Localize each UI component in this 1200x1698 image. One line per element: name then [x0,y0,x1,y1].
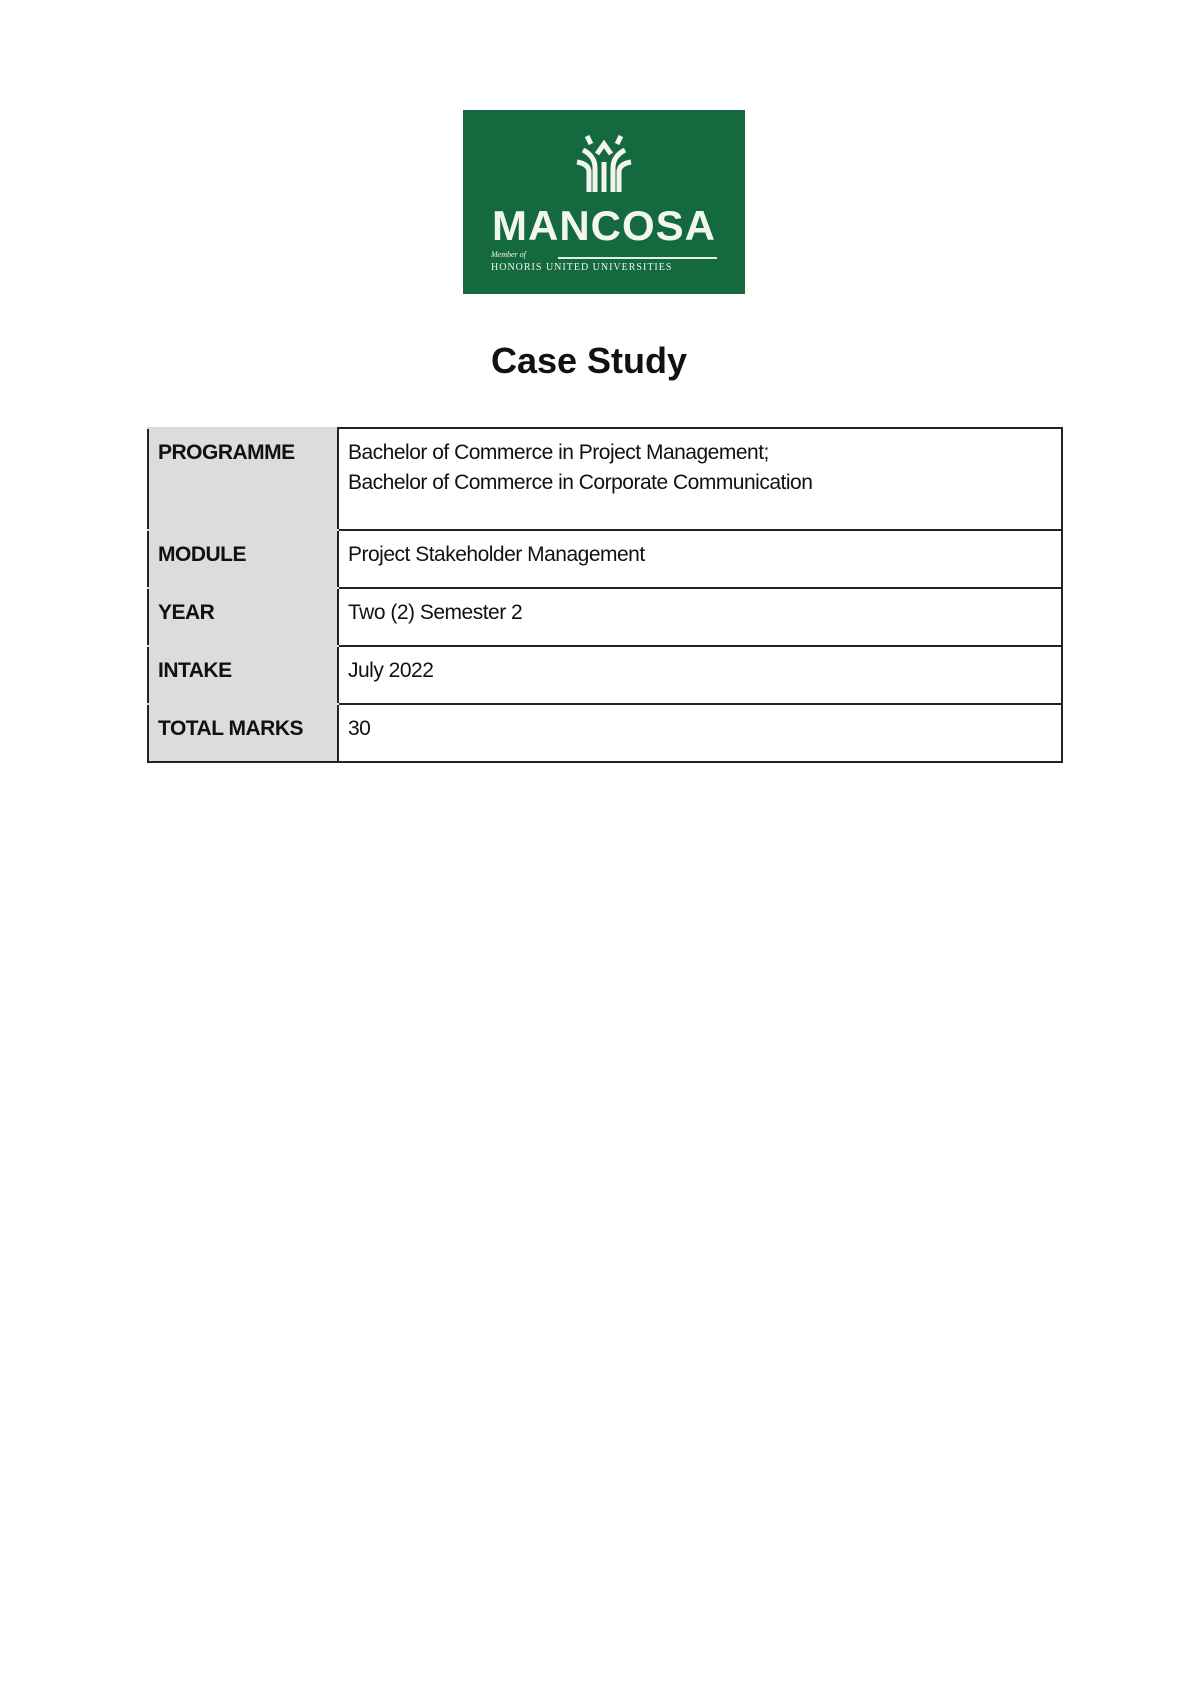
page-title: Case Study [490,340,688,381]
details-table [147,427,1063,763]
logo-member-of: Member of [491,250,526,259]
row-value: 30 [338,704,1062,762]
logo-network: HONORIS UNITED UNIVERSITIES [491,262,673,273]
logo-wordmark: MANCOSA [492,202,716,249]
row-label: INTAKE [148,646,338,704]
row-label: MODULE [148,530,338,588]
row-label: PROGRAMME [148,428,338,530]
row-value: Project Stakeholder Management [338,530,1062,588]
table-row [148,428,1062,530]
table-row [148,588,1062,646]
row-value: July 2022 [338,646,1062,704]
tree-icon [573,132,635,194]
row-label: YEAR [148,588,338,646]
table-row [148,704,1062,762]
row-value [338,428,1062,530]
row-label: TOTAL MARKS [148,704,338,762]
table-row [148,646,1062,704]
programme-line: Bachelor of Commerce in Project Management; [348,441,769,464]
table-row [148,530,1062,588]
programme-line: Bachelor of Commerce in Corporate Communication [348,471,813,494]
row-value: Two (2) Semester 2 [338,588,1062,646]
mancosa-logo [463,110,745,294]
logo-divider [558,257,717,259]
